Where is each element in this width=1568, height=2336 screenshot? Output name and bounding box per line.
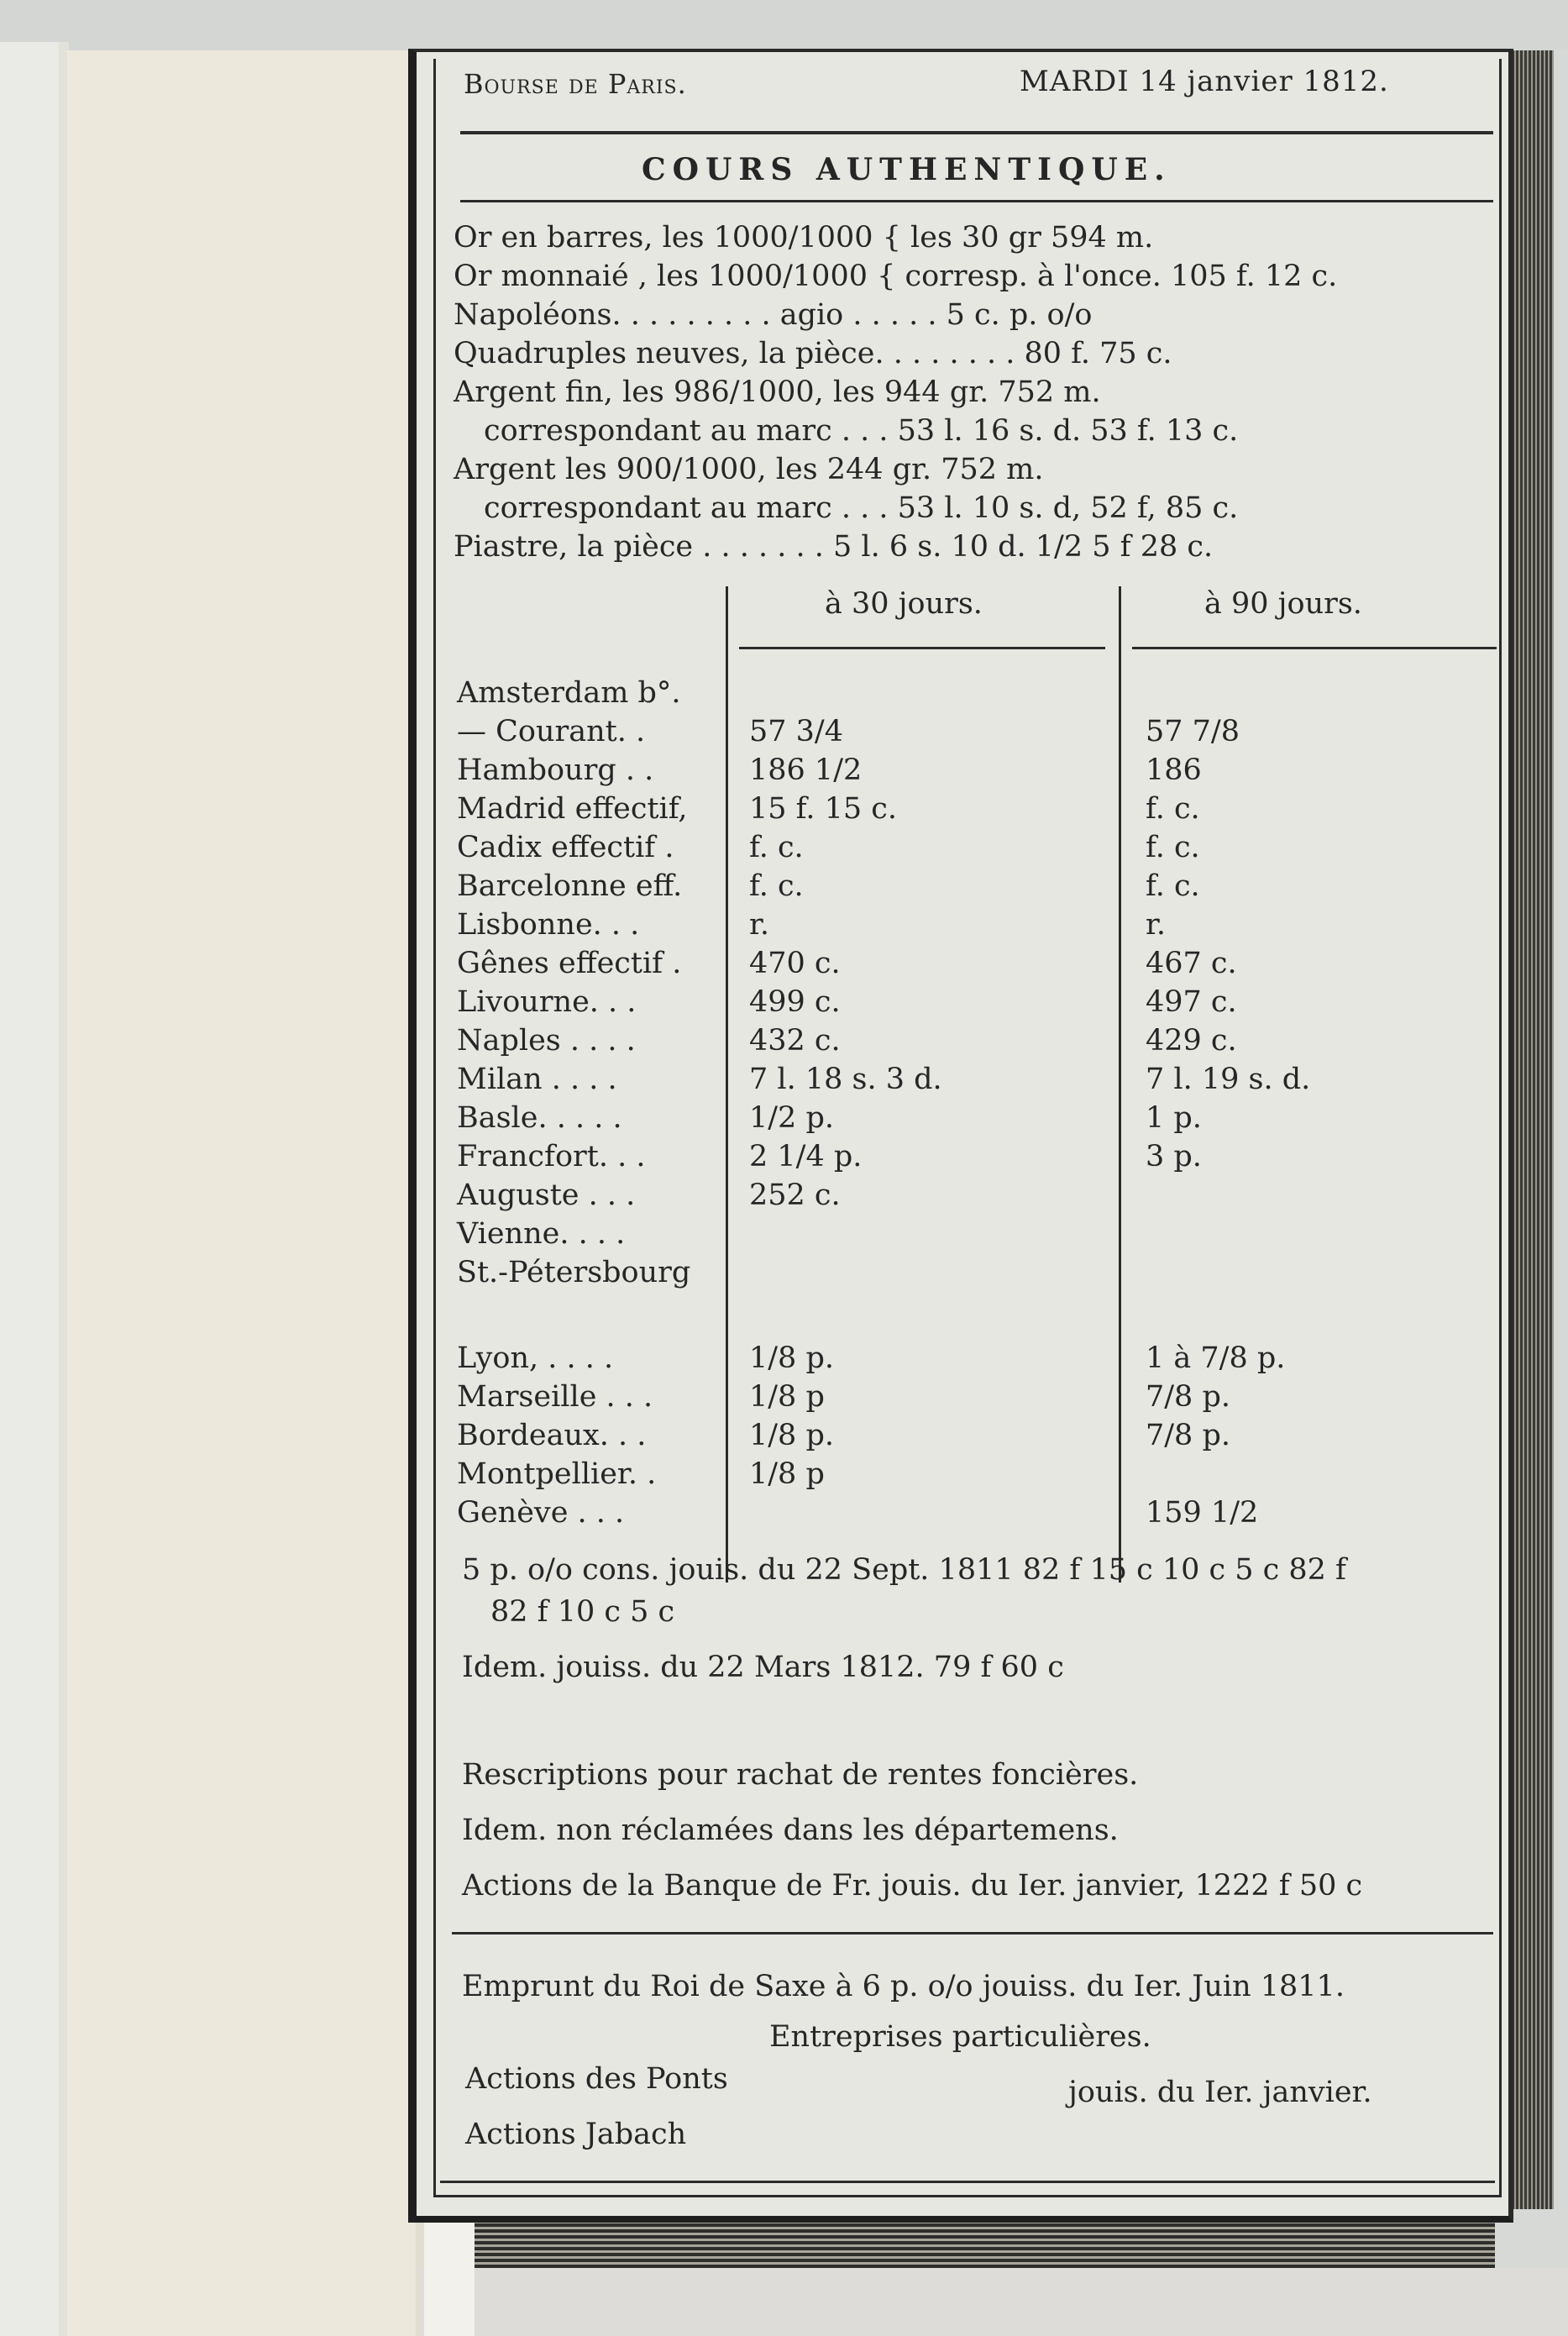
rate-90-days: 1 p.: [1146, 1101, 1202, 1135]
rate-90-days: f. c.: [1146, 869, 1200, 903]
rate-30-days: r.: [749, 908, 770, 942]
rate-90-days: 467 c.: [1146, 947, 1237, 980]
rate-30-days: 1/8 p.: [749, 1341, 834, 1375]
rate-90-days: 7/8 p.: [1146, 1380, 1230, 1414]
rate-90-days: r.: [1146, 908, 1167, 942]
exchange-place: Livourne. . .: [457, 985, 637, 1019]
funds-rule: [452, 1932, 1493, 1934]
exchange-place: Amsterdam b°.: [457, 676, 681, 710]
exchange-place: Madrid effectif,: [457, 792, 688, 826]
rate-30-days: 2 1/4 p.: [749, 1140, 863, 1173]
page-title: COURS AUTHENTIQUE.: [642, 152, 1172, 187]
exchange-place: Barcelonne eff.: [457, 869, 683, 903]
exchange-place: Lisbonne. . .: [457, 908, 640, 942]
rate-90-days: 429 c.: [1146, 1024, 1237, 1058]
paper-strip: [424, 2218, 475, 2336]
funds-line: 82 f 10 c 5 c: [490, 1595, 675, 1629]
header-left: Bourse de Paris.: [464, 68, 687, 100]
background: [0, 0, 1568, 50]
rate-30-days: 186 1/2: [749, 753, 863, 787]
exchange-place: Auguste . . .: [457, 1178, 636, 1212]
rate-90-days: 497 c.: [1146, 985, 1237, 1019]
exchange-place: Gênes effectif .: [457, 947, 682, 980]
price-line: Argent fin, les 986/1000, les 944 gr. 752 m.: [454, 375, 1101, 409]
domestic-place: Montpellier. .: [457, 1457, 657, 1491]
price-line: Or en barres, les 1000/1000 { les 30 gr 594 m.: [454, 221, 1154, 255]
rate-90-days: f. c.: [1146, 831, 1200, 864]
section-heading: Entreprises particulières.: [769, 2020, 1151, 2054]
price-line: correspondant au marc . . . 53 l. 10 s. d, 52 f, 85 c.: [484, 491, 1239, 525]
domestic-place: Bordeaux. . .: [457, 1419, 647, 1452]
rate-30-days: 7 l. 18 s. 3 d.: [749, 1063, 942, 1096]
rate-90-days: f. c.: [1146, 792, 1200, 826]
price-line: Piastre, la pièce . . . . . . . 5 l. 6 s. 10 d. 1/2 5 f 28 c.: [454, 530, 1214, 564]
column-rule-90: [1132, 647, 1497, 649]
book-spine: [0, 42, 61, 2336]
funds-line: Rescriptions pour rachat de rentes foncières.: [462, 1758, 1139, 1792]
price-line: Or monnaié , les 1000/1000 { corresp. à l'once. 105 f. 12 c.: [454, 260, 1338, 293]
exchange-place: Milan . . . .: [457, 1063, 617, 1096]
rate-30-days: 1/2 p.: [749, 1101, 834, 1135]
rate-30-days: 1/8 p: [749, 1380, 825, 1414]
column-header-90: à 90 jours.: [1204, 587, 1362, 621]
price-line: Argent les 900/1000, les 244 gr. 752 m.: [454, 453, 1044, 486]
domestic-place: Lyon, . . . .: [457, 1341, 614, 1375]
rate-30-days: 57 3/4: [749, 715, 843, 748]
header-rule-bottom: [460, 200, 1493, 202]
price-line: correspondant au marc . . . 53 l. 16 s. d. 53 f. 13 c.: [484, 414, 1239, 448]
rate-30-days: 470 c.: [749, 947, 841, 980]
rate-90-days: 57 7/8: [1146, 715, 1240, 748]
column-header-30: à 30 jours.: [825, 587, 983, 621]
exchange-place: Cadix effectif .: [457, 831, 674, 864]
header-rule-top: [460, 131, 1493, 134]
rate-90-days: 7/8 p.: [1146, 1419, 1230, 1452]
exchange-place: Hambourg . .: [457, 753, 654, 787]
rate-90-days: 7 l. 19 s. d.: [1146, 1063, 1311, 1096]
exchange-place: Basle. . . . .: [457, 1101, 622, 1135]
funds-line: Actions de la Banque de Fr. jouis. du Ier. janvier, 1222 f 50 c: [462, 1869, 1363, 1903]
rate-30-days: 432 c.: [749, 1024, 841, 1058]
rate-90-days: 3 p.: [1146, 1140, 1202, 1173]
rate-30-days: 1/8 p: [749, 1457, 825, 1491]
rate-30-days: 252 c.: [749, 1178, 841, 1212]
funds-line: 5 p. o/o cons. jouis. du 22 Sept. 1811 82 f 15 c 10 c 5 c 82 f: [462, 1553, 1347, 1587]
rate-30-days: f. c.: [749, 831, 804, 864]
footer-rule: [440, 2181, 1495, 2183]
funds-line: Idem. non réclamées dans les départemens.: [462, 1814, 1119, 1847]
table-divider-left: [726, 586, 728, 1583]
table-surface: [420, 2268, 1568, 2336]
exchange-place: Francfort. . .: [457, 1140, 646, 1173]
exchange-place: — Courant. .: [457, 715, 646, 748]
rate-90-days: 1 à 7/8 p.: [1146, 1341, 1286, 1375]
funds-line: Emprunt du Roi de Saxe à 6 p. o/o jouiss. du Ier. Juin 1811.: [462, 1970, 1345, 2003]
domestic-place: Genève . . .: [457, 1496, 625, 1530]
funds-line: Actions des Ponts: [465, 2062, 728, 2096]
domestic-place: Marseille . . .: [457, 1380, 653, 1414]
rate-30-days: 499 c.: [749, 985, 841, 1019]
exchange-place: Vienne. . . .: [457, 1217, 626, 1251]
rate-90-days: 159 1/2: [1146, 1496, 1259, 1530]
rate-30-days: 1/8 p.: [749, 1419, 834, 1452]
rate-30-days: 15 f. 15 c.: [749, 792, 898, 826]
funds-line: Idem. jouiss. du 22 Mars 1812. 79 f 60 c: [462, 1651, 1064, 1684]
header-right: MARDI 14 janvier 1812.: [1020, 65, 1389, 98]
page-edges-bottom: [437, 2218, 1495, 2268]
exchange-place: Naples . . . .: [457, 1024, 636, 1058]
table-divider-right: [1119, 586, 1121, 1583]
price-line: Quadruples neuves, la pièce. . . . . . . . 80 f. 75 c.: [454, 337, 1172, 370]
printed-page: [408, 49, 1513, 2223]
price-line: Napoléons. . . . . . . . . agio . . . . . 5 c. p. o/o: [454, 298, 1093, 332]
rate-30-days: f. c.: [749, 869, 804, 903]
rate-90-days: 186: [1146, 753, 1202, 787]
column-rule-30: [739, 647, 1105, 649]
funds-line: jouis. du Ier. janvier.: [1068, 2076, 1372, 2109]
funds-line: Actions Jabach: [465, 2118, 687, 2151]
exchange-place: St.-Pétersbourg: [457, 1256, 691, 1289]
left-page: [67, 50, 420, 2336]
